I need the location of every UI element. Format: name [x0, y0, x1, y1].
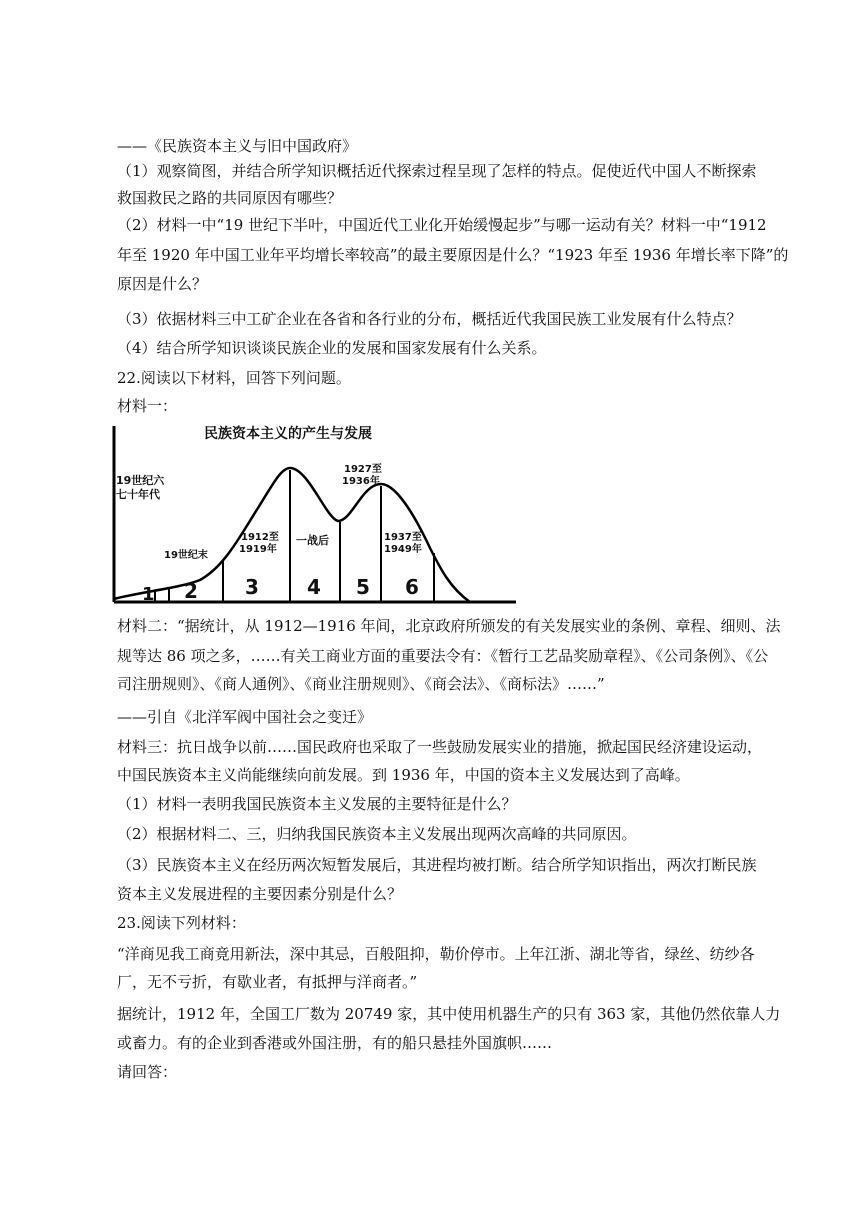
period-label: 1919年 — [239, 544, 277, 555]
period-label: 七十年代 — [116, 488, 160, 501]
segment-number: 6 — [405, 575, 419, 599]
period-label: 1949年 — [384, 544, 422, 555]
text-line: ——引自《北洋军阀中国社会之变迁》 — [117, 708, 373, 726]
capitalism-development-chart — [100, 418, 520, 610]
text-line: 年至 1920 年中国工业年平均增长率较高”的最主要原因是什么？“1923 年至 1936 年增长率下降”的 — [117, 246, 789, 264]
period-label: 1912至 — [241, 532, 279, 543]
text-line: 材料一： — [117, 397, 178, 415]
text-line: 23.阅读下列材料： — [117, 914, 246, 932]
text-line: 资本主义发展进程的主要因素分别是什么？ — [117, 885, 403, 903]
text-line: ——《民族资本主义与旧中国政府》 — [117, 137, 358, 155]
segment-number: 4 — [307, 575, 321, 599]
text-line: （3）依据材料三中工矿企业在各省和各行业的分布，概括近代我国民族工业发展有什么特点？ — [117, 310, 742, 328]
text-line: 22.阅读以下材料，回答下列问题。 — [117, 369, 351, 387]
text-line: 或畜力。有的企业到香港或外国注册，有的船只悬挂外国旗帜…… — [117, 1034, 553, 1052]
text-line: 原因是什么？ — [117, 275, 208, 293]
period-label: 一战后 — [296, 534, 329, 547]
text-line: 请回答： — [117, 1063, 178, 1081]
text-line: 救国救民之路的共同原因有哪些？ — [117, 189, 343, 207]
period-label: 1927至 — [344, 464, 382, 475]
chart-title: 民族资本主义的产生与发展 — [204, 426, 372, 442]
text-line: 规等达 86 项之多，……有关工商业方面的重要法令有：《暂行工艺品奖励章程》、《公司条例》、《公 — [117, 647, 769, 665]
segment-number: 5 — [356, 575, 370, 599]
segment-number: 2 — [184, 579, 198, 603]
text-line: （1）材料一表明我国民族资本主义发展的主要特征是什么？ — [117, 795, 517, 813]
text-line: 司注册规则》、《商人通例》、《商业注册规则》、《商会法》、《商标法》……” — [117, 675, 605, 693]
period-label: 1937至 — [384, 532, 422, 543]
period-label: 19世纪六 — [116, 474, 165, 487]
text-line: 厂，无不亏折，有歇业者，有抵押与洋商者。” — [117, 973, 418, 991]
text-line: （2）材料一中“19 世纪下半叶，中国近代工业化开始缓慢起步”与哪一运动有关？材料一中“1912 — [117, 216, 767, 234]
text-line: 中国民族资本主义尚能继续向前发展。到 1936 年，中国的资本主义发展达到了高峰。 — [117, 766, 690, 784]
text-line: （3）民族资本主义在经历两次短暂发展后，其进程均被打断。结合所学知识指出，两次打断民族 — [117, 856, 757, 874]
text-line: “洋商见我工商竟用新法，深中其忌，百般阻抑，勒价停市。上年江浙、湖北等省，绿丝、纺纱各 — [117, 945, 755, 963]
text-line: （2）根据材料二、三，归纳我国民族资本主义发展出现两次高峰的共同原因。 — [117, 825, 637, 843]
segment-number: 1 — [142, 584, 155, 605]
chart-svg — [100, 418, 520, 610]
text-line: 材料二：“据统计，从 1912—1916 年间，北京政府所颁发的有关发展实业的条例、章程、细则、法 — [117, 617, 781, 635]
text-line: 材料三：抗日战争以前……国民政府也采取了一些鼓励发展实业的措施，掀起国民经济建设运动， — [117, 738, 763, 756]
segment-number: 3 — [245, 575, 259, 599]
text-line: （4）结合所学知识谈谈民族企业的发展和国家发展有什么关系。 — [117, 339, 547, 357]
period-label: 19世纪末 — [164, 550, 208, 561]
text-line: 据统计，1912 年，全国工厂数为 20749 家，其中使用机器生产的只有 363 家，其他仍然依靠人力 — [117, 1005, 781, 1023]
text-line: （1）观察简图，并结合所学知识概括近代探索过程呈现了怎样的特点。促使近代中国人不断探索 — [117, 162, 757, 180]
period-label: 1936年 — [342, 476, 380, 487]
